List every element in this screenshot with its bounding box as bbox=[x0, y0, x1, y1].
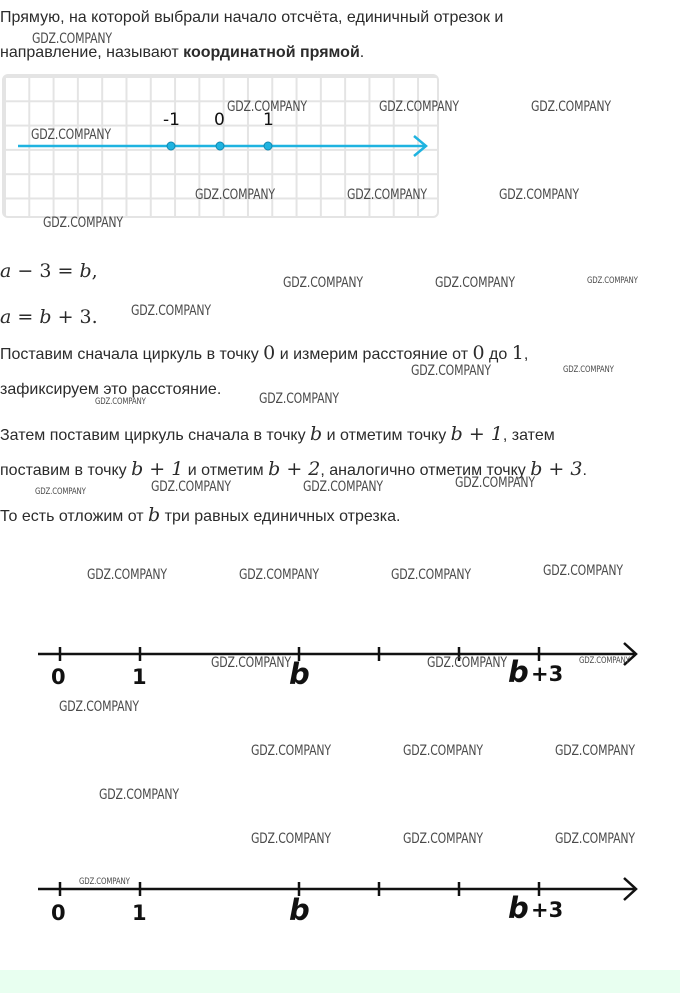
line1-label-zero: 0 bbox=[51, 665, 66, 689]
label-minus-one: -1 bbox=[163, 110, 180, 130]
watermark: GDZ.COMPANY bbox=[379, 99, 459, 115]
watermark: GDZ.COMPANY bbox=[32, 31, 112, 47]
label-one: 1 bbox=[263, 110, 274, 130]
watermark: GDZ.COMPANY bbox=[435, 275, 515, 291]
paragraph-4: поставим в точку b + 1 и отметим b + 2, аналогично отметим точку b + 3. bbox=[0, 458, 587, 480]
watermark: GDZ.COMPANY bbox=[303, 479, 383, 495]
watermark: GDZ.COMPANY bbox=[35, 487, 86, 497]
line1-label-b: b bbox=[289, 657, 310, 691]
bottom-panel bbox=[0, 970, 680, 993]
paragraph-1: Поставим сначала циркуль в точку 0 и измерим расстояние от 0 до 1, bbox=[0, 342, 529, 364]
watermark: GDZ.COMPANY bbox=[227, 99, 307, 115]
watermark: GDZ.COMPANY bbox=[455, 475, 535, 491]
watermark: GDZ.COMPANY bbox=[87, 567, 167, 583]
watermark: GDZ.COMPANY bbox=[195, 187, 275, 203]
equation-1: a − 3 = b, bbox=[0, 260, 98, 282]
watermark: GDZ.COMPANY bbox=[31, 127, 111, 143]
watermark: GDZ.COMPANY bbox=[563, 365, 614, 375]
watermark: GDZ.COMPANY bbox=[403, 831, 483, 847]
watermark: GDZ.COMPANY bbox=[79, 877, 130, 887]
watermark: GDZ.COMPANY bbox=[587, 276, 638, 286]
point-minus-one bbox=[167, 142, 175, 150]
watermark: GDZ.COMPANY bbox=[283, 275, 363, 291]
label-zero: 0 bbox=[214, 110, 225, 130]
watermark: GDZ.COMPANY bbox=[411, 363, 491, 379]
line1-label-b3-plus: +3 bbox=[531, 662, 564, 686]
watermark: GDZ.COMPANY bbox=[347, 187, 427, 203]
watermark: GDZ.COMPANY bbox=[555, 743, 635, 759]
line1-label-b3-b: b bbox=[508, 655, 529, 689]
watermark: GDZ.COMPANY bbox=[43, 215, 123, 231]
watermark: GDZ.COMPANY bbox=[391, 567, 471, 583]
paragraph-3: Затем поставим циркуль сначала в точку b и отметим точку b + 1, затем bbox=[0, 423, 555, 445]
watermark: GDZ.COMPANY bbox=[211, 655, 291, 671]
watermark: GDZ.COMPANY bbox=[555, 831, 635, 847]
intro-line-1: Прямую, на которой выбрали начало отсчёта, единичный отрезок и bbox=[0, 9, 504, 26]
watermark: GDZ.COMPANY bbox=[259, 391, 339, 407]
watermark: GDZ.COMPANY bbox=[239, 567, 319, 583]
watermark: GDZ.COMPANY bbox=[251, 743, 331, 759]
point-zero bbox=[216, 142, 224, 150]
line2-label-b3-plus: +3 bbox=[531, 898, 564, 922]
point-one bbox=[264, 142, 272, 150]
intro-line-2-end: . bbox=[359, 44, 365, 61]
line2-label-b3-b: b bbox=[508, 891, 529, 925]
watermark: GDZ.COMPANY bbox=[403, 743, 483, 759]
watermark: GDZ.COMPANY bbox=[59, 699, 139, 715]
term-coordinate-line: координатной прямой bbox=[183, 44, 360, 61]
line2-label-zero: 0 bbox=[51, 901, 66, 925]
line2-label-one: 1 bbox=[132, 901, 147, 925]
number-line-1 bbox=[0, 630, 680, 690]
line1-label-one: 1 bbox=[132, 665, 147, 689]
watermark: GDZ.COMPANY bbox=[579, 656, 630, 666]
number-line-2 bbox=[0, 865, 680, 925]
watermark: GDZ.COMPANY bbox=[499, 187, 579, 203]
watermark: GDZ.COMPANY bbox=[131, 303, 211, 319]
watermark: GDZ.COMPANY bbox=[427, 655, 507, 671]
watermark: GDZ.COMPANY bbox=[543, 563, 623, 579]
watermark: GDZ.COMPANY bbox=[531, 99, 611, 115]
watermark: GDZ.COMPANY bbox=[151, 479, 231, 495]
paragraph-5: То есть отложим от b три равных единичных отрезка. bbox=[0, 504, 401, 526]
watermark: GDZ.COMPANY bbox=[251, 831, 331, 847]
watermark: GDZ.COMPANY bbox=[99, 787, 179, 803]
watermark: GDZ.COMPANY bbox=[95, 397, 146, 407]
intro-line-2-start: направление, называют bbox=[0, 44, 184, 61]
line2-label-b: b bbox=[289, 893, 310, 927]
paragraph-2: зафиксируем это расстояние. bbox=[0, 381, 222, 398]
equation-2: a = b + 3. bbox=[0, 306, 98, 328]
